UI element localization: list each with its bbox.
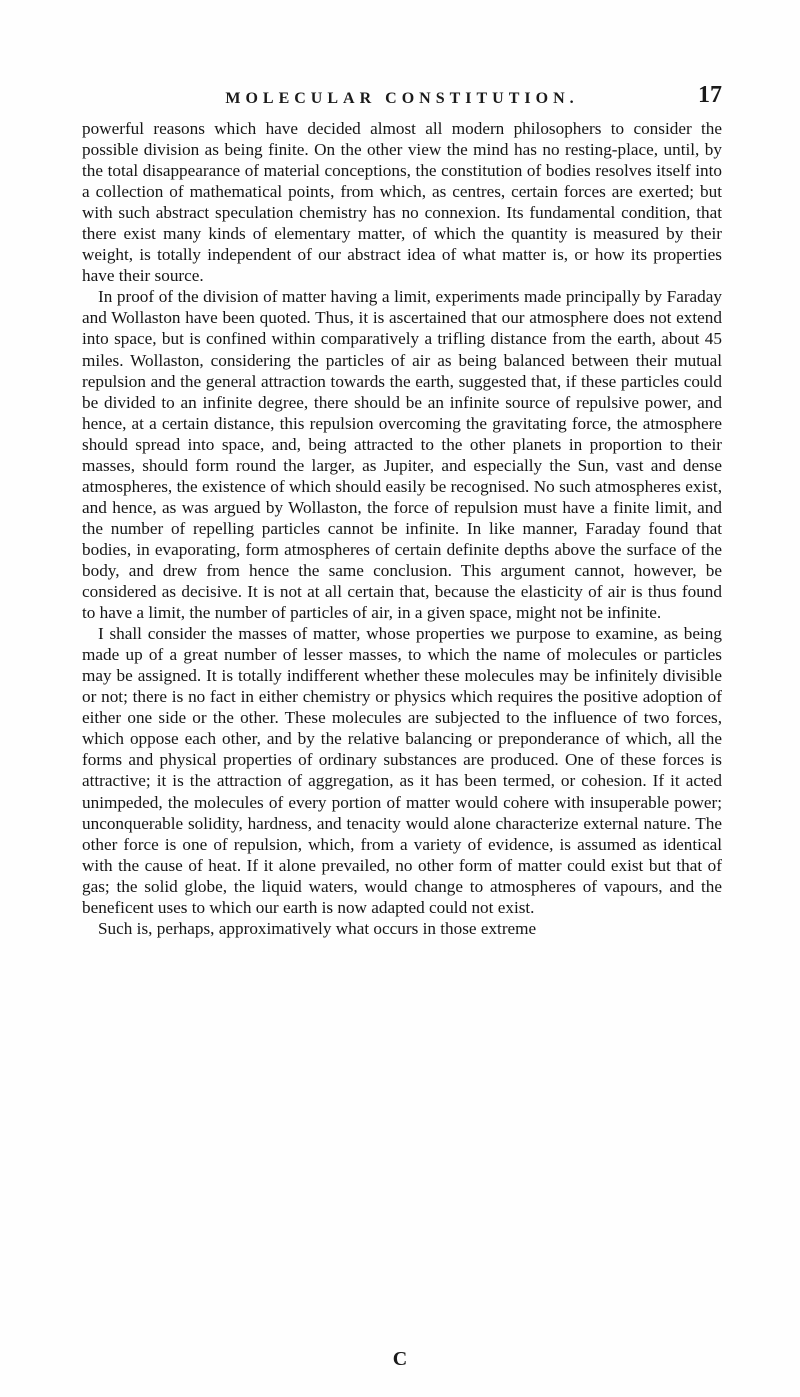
body-text	[82, 118, 722, 939]
paragraph-4: Such is, perhaps, approximatively what occurs in those extreme	[98, 918, 537, 938]
paragraph-2: In proof of the division of matter having a limit, experiments made principally by Faraday and Wollaston have been quoted. Thus, it is ascertained that our atmosphere does not extend into space, but is confined within comparatively a trifling distance from the earth, about 45 miles. Wollaston, considering the particles of air as being balanced between their mutual repulsion and the general attraction towards the earth, suggested that, if these particles could be divided to an infinite degree, there should be an infinite source of repulsive power, and hence, at a certain distance, this repulsion overcoming the gravitating force, the atmosphere should spread into space, and, being attracted to the other planets in proportion to their masses, should form round the larger, as Jupiter, and especially the Sun, vast and dense atmospheres, the existence of which should easily be recognised. No such atmospheres exist, and hence, as was argued by Wollaston, the force of repulsion must have a finite limit, and the number of repelling particles cannot be infinite. In like manner, Faraday found that bodies, in evaporating, form atmospheres of certain definite depths above the surface of the body, and drew from hence the same conclusion. This argument cannot, however, be considered as decisive. It is not at all certain that, because the elasticity of air is thus found to have a limit, the number of particles of air, in a given space, might not be infinite.	[82, 287, 722, 623]
paragraph-1: powerful reasons which have decided almost all modern philosophers to consider the possible division as being finite. On the other view the mind has no resting-place, until, by the total disappearance of material conceptions, the constitution of bodies resolves itself into a collection of mathematical points, from which, as centres, certain forces are exerted; but with such abstract speculation chemistry has no connexion. Its fundamental condition, that there exist many kinds of elementary matter, of which the quantity is measured by their weight, is totally independent of our abstract idea of what matter is, or how its properties have their source.	[82, 119, 722, 286]
page-number: 17	[698, 82, 722, 108]
paragraph-3: I shall consider the masses of matter, whose properties we purpose to examine, as being made up of a great number of lesser masses, to which the name of molecules or particles may be assigned. It is totally indifferent whether these molecules may be infinitely divisible or not; there is no fact in either chemistry or physics which requires the positive adoption of either one side or the other. These molecules are subjected to the influence of two forces, which oppose each other, and by the relative balancing or preponderance of which, all the forms and physical properties of ordinary substances are produced. One of these forces is attractive; it is the attraction of aggregation, as it has been termed, or cohesion. If it acted unimpeded, the molecules of every portion of matter would cohere with insuperable power; unconquerable solidity, hardness, and tenacity would alone characterize external nature. The other force is one of repulsion, which, from a variety of evidence, is assumed as identical with the cause of heat. If it alone prevailed, no other form of matter could exist but that of gas; the solid globe, the liquid waters, would change to atmospheres of vapours, and the beneficent uses to which our earth is now adapted could not exist.	[82, 624, 722, 917]
running-title: MOLECULAR CONSTITUTION.	[225, 90, 579, 107]
signature-mark: C	[392, 1348, 408, 1370]
running-head	[82, 82, 722, 112]
